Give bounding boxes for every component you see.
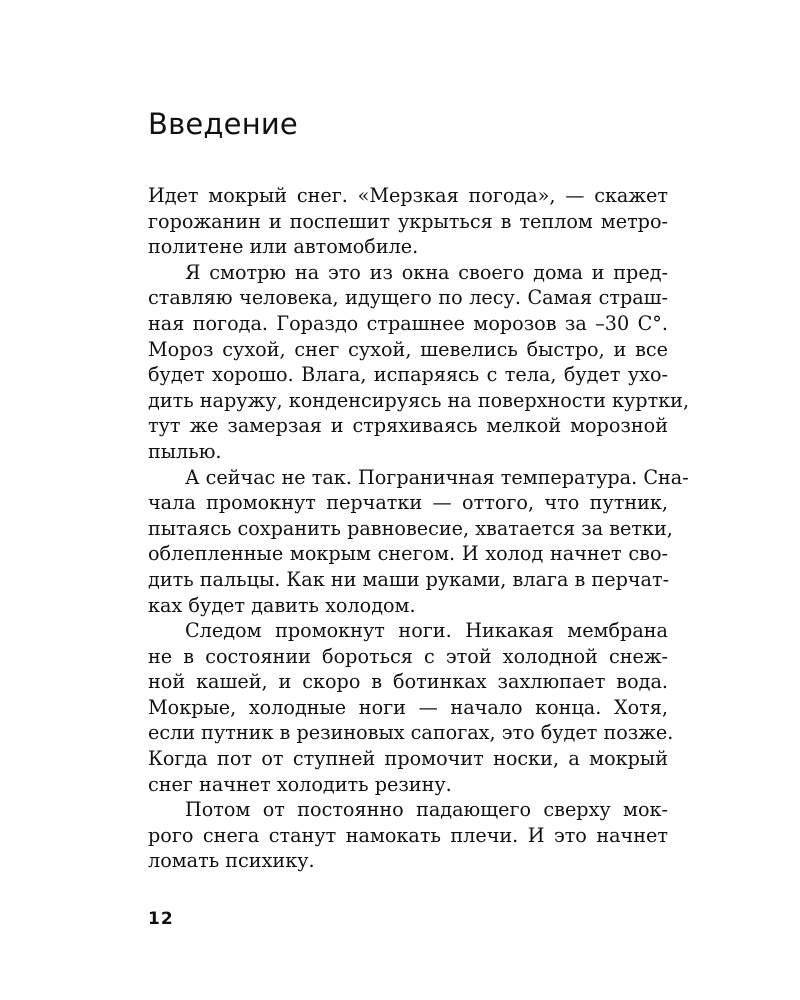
paragraph-4-line-2: не в состоянии бороться с этой холодной снеж- (148, 644, 668, 668)
paragraph-2-line-1: Я смотрю на это из окна своего дома и пред- (185, 260, 668, 284)
paragraph-2-line-8: пылью. (148, 439, 222, 463)
paragraph-3-line-4: облепленные мокрым снегом. И холод начнет сво- (148, 542, 668, 566)
body-text (148, 183, 690, 874)
paragraph-4-line-4: Мокрые, холодные ноги — начало конца. Хотя, (148, 695, 668, 719)
paragraph-3-line-5: дить пальцы. Как ни маши руками, влага в перчат- (148, 567, 670, 591)
paragraph-5-line-3: ломать психику. (148, 849, 315, 873)
page-number: 12 (148, 909, 174, 929)
paragraph-2-line-4: Мороз сухой, снег сухой, шевелись быстро, и все (148, 337, 668, 361)
paragraph-4-line-6: Когда пот от ступней промочит носки, а мокрый (148, 747, 668, 771)
paragraph-3-line-1: А сейчас не так. Пограничная температура. Сна- (185, 465, 689, 489)
paragraph-3-line-3: пытаясь сохранить равновесие, хватается за ветки, (148, 516, 673, 540)
paragraph-1-line-2: горожанин и поспешит укрыться в теплом метро- (148, 209, 668, 233)
paragraph-4-line-1: Следом промокнут ноги. Никакая мембрана (185, 619, 668, 643)
paragraph-4-line-3: ной кашей, и скоро в ботинках захлюпает вода. (148, 670, 668, 694)
paragraph-2-line-7: тут же замерзая и стряхиваясь мелкой морозной (148, 414, 668, 438)
paragraph-2-line-2: ставляю человека, идущего по лесу. Самая страш- (148, 286, 668, 310)
paragraph-4-line-7: снег начнет холодить резину. (148, 772, 452, 796)
paragraph-1-line-3: политене или автомобиле. (148, 235, 419, 259)
paragraph-2-line-3: ная погода. Гораздо страшнее морозов за –30 С°. (148, 311, 668, 335)
chapter-title: Введение (148, 107, 298, 141)
paragraph-1-line-1: Идет мокрый снег. «Мерзкая погода», — скажет (148, 184, 668, 207)
paragraph-2-line-5: будет хорошо. Влага, испаряясь с тела, будет ухо- (148, 363, 668, 387)
paragraph-5-line-2: рого снега станут намокать плечи. И это начнет (148, 823, 668, 847)
paragraph-3-line-6: ках будет давить холодом. (148, 593, 416, 617)
paragraph-2-line-6: дить наружу, конденсируясь на поверхности куртки, (148, 388, 690, 412)
paragraph-3-line-2: чала промокнут перчатки — оттого, что путник, (148, 491, 668, 515)
paragraph-5-line-1: Потом от постоянно падающего сверху мок- (185, 798, 668, 822)
paragraph-4-line-5: если путник в резиновых сапогах, это будет позже. (148, 721, 674, 745)
